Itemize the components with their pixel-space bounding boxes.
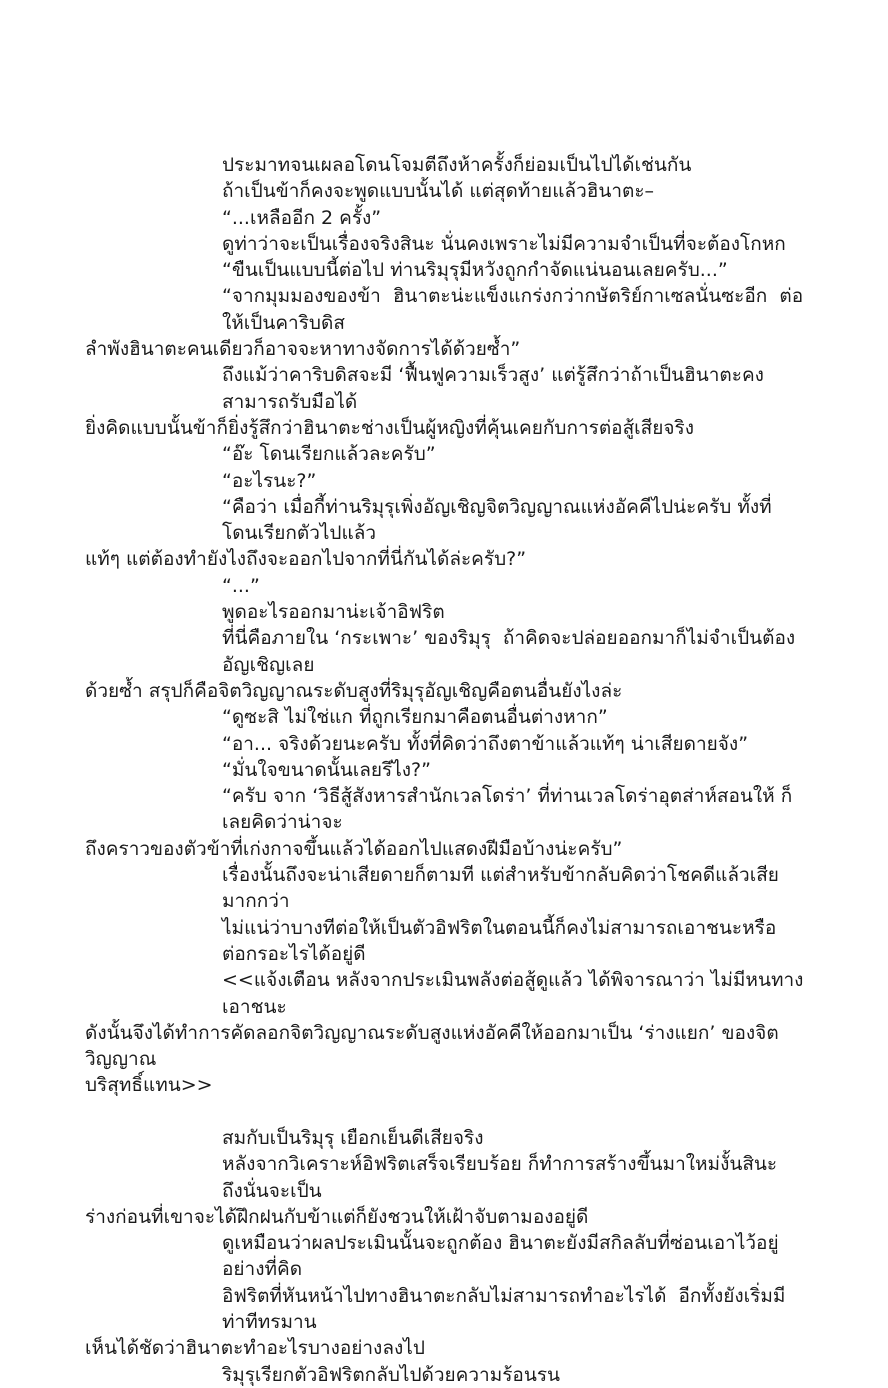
text-line: “อะไรนะ?” (222, 469, 317, 492)
text-line: ริมุรุเรียกตัวอิฟริตกลับไปด้วยความร้อนรน (222, 1363, 561, 1386)
text-line: พูดอะไรออกมาน่ะเจ้าอิฟริต (222, 601, 445, 624)
text-line: ยิ่งคิดแบบนั้นข้าก็ยิ่งรู้สึกว่าฮินาตะช่างเป็นผู้หญิงที่คุ้นเคยกับการต่อสู้เสียจริง (85, 416, 695, 439)
text-line: ดังนั้นจึงได้ทำการคัดลอกจิตวิญญาณระดับสูงแห่งอัคคีให้ออกมาเป็น ‘ร่างแยก’ ของจิตวิญญาณ (85, 1021, 779, 1071)
text-line: แท้ๆ แต่ต้องทำยังไงถึงจะออกไปจากที่นี่กันได้ล่ะครับ?” (85, 548, 527, 571)
text-line: “คือว่า เมื่อกี้ท่านริมุรุเพิ่งอัญเชิญจิตวิญญาณแห่งอัคคีไปน่ะครับ ทั้งที่โดนเรียกตัวไปแล้ว (222, 495, 772, 545)
text-line: ไม่แน่ว่าบางทีต่อให้เป็นตัวอิฟริตในตอนนี้ก็คงไม่สามารถเอาชนะหรือต่อกรอะไรได้อยู่ดี (222, 916, 777, 965)
text-line: เรื่องนั้นถึงจะน่าเสียดายก็ตามที แต่สำหรับข้ากลับคิดว่าโชคดีแล้วเสียมากกว่า (222, 864, 779, 913)
text-line: ด้วยซ้ำ สรุปก็คือจิตวิญญาณระดับสูงที่ริมุรุอัญเชิญคือตนอื่นยังไงล่ะ (85, 679, 623, 702)
text-line: ดูเหมือนว่าผลประเมินนั้นจะถูกต้อง ฮินาตะยังมีสกิลลับที่ซ่อนเอาไว้อยู่อย่างที่คิด (222, 1232, 779, 1281)
text-line: ถึงคราวของตัวข้าที่เก่งกาจขึ้นแล้วได้ออกไปแสดงฝีมือบ้างน่ะครับ” (85, 837, 623, 860)
text-line: ประมาทจนเผลอโดนโจมตีถึงห้าครั้งก็ย่อมเป็นไปได้เช่นกัน (222, 154, 692, 176)
text-line: <<แจ้งเตือน หลังจากประเมินพลังต่อสู้ดูแล้ว ได้พิจารณาว่า ไม่มีหนทางเอาชนะ (222, 969, 804, 1018)
text-line: ถ้าเป็นข้าก็คงจะพูดแบบนั้นได้ แต่สุดท้ายแล้วฮินาตะ– (222, 180, 655, 203)
text-line: บริสุทธิ์แทน>> (85, 1074, 213, 1097)
text-line: อิฟริตที่หันหน้าไปทางฮินาตะกลับไม่สามารถทำอะไรได้ อีกทั้งยังเริ่มมีท่าทีทรมาน (222, 1284, 786, 1334)
text-line: “ดูซะสิ ไม่ใช่แก ที่ถูกเรียกมาคือตนอื่นต่างหาก” (222, 706, 608, 729)
text-line: “อา... จริงด้วยนะครับ ทั้งที่คิดว่าถึงตาข้าแล้วแท้ๆ น่าเสียดายจัง” (222, 732, 749, 755)
text-line: “จากมุมมองของข้า ฮินาตะน่ะแข็งแกร่งกว่ากษัตริย์กาเซลนั่นซะอีก ต่อให้เป็นคาริบดิส (222, 285, 804, 334)
text-line: หลังจากวิเคราะห์อิฟริตเสร็จเรียบร้อย ก็ทำการสร้างขึ้นมาใหม่งั้นสินะ ถึงนั่นจะเป็น (222, 1153, 790, 1202)
paragraph-spacer (85, 1099, 807, 1125)
text-line: “...เหลืออีก 2 ครั้ง” (222, 206, 382, 229)
text-line: “มั่นใจขนาดนั้นเลยรึไง?” (222, 758, 431, 781)
text-line: ถึงแม้ว่าคาริบดิสจะมี ‘ฟื้นฟูความเร็วสูง’ แต่รู้สึกว่าถ้าเป็นฮินาตะคงสามารถรับมือได้ (222, 364, 764, 413)
text-line: ที่นี่คือภายใน ‘กระเพาะ’ ของริมุรุ ถ้าคิดจะปล่อยออกมาก็ไม่จำเป็นต้องอัญเชิญเลย (222, 627, 796, 676)
text-line: สมกับเป็นริมุรุ เยือกเย็นดีเสียจริง (222, 1126, 484, 1149)
text-line: ลำพังฮินาตะคนเดียวก็อาจจะหาทางจัดการได้ด้วยซ้ำ” (85, 338, 521, 361)
text-line: “ครับ จาก ‘วิธีสู้สังหารสำนักเวลโดร่า’ ที่ท่านเวลโดร่าอุตส่าห์สอนให้ ก็เลยคิดว่าน่าจะ (222, 785, 793, 834)
text-line: “ขืนเป็นแบบนี้ต่อไป ท่านริมุรุมีหวังถูกกำจัดแน่นอนเลยครับ...” (222, 259, 728, 282)
text-line: ร่างก่อนที่เขาจะได้ฝึกฝนกับข้าแต่ก็ยังชวนให้เฝ้าจับตามองอยู่ดี (85, 1205, 589, 1228)
text-line: ดูท่าว่าจะเป็นเรื่องจริงสินะ นั่นคงเพราะไม่มีความจำเป็นที่จะต้องโกหก (222, 232, 786, 255)
text-line: “อ๊ะ โดนเรียกแล้วละครับ” (222, 443, 436, 466)
page-text (85, 152, 807, 1388)
text-line: “...” (222, 574, 260, 597)
text-line: เห็นได้ชัดว่าฮินาตะทำอะไรบางอย่างลงไป (85, 1337, 425, 1360)
